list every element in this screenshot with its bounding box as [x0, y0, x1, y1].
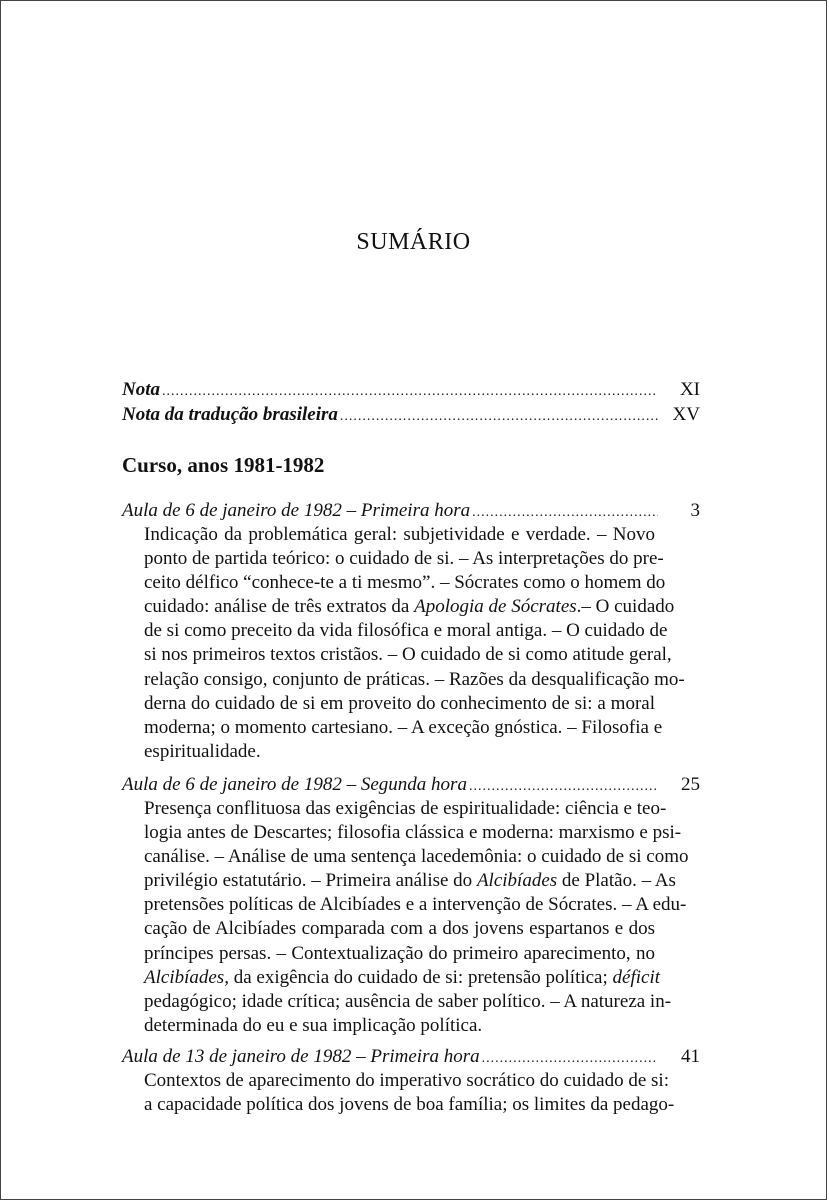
summary-line: cuidado: análise de três extratos da Apologia de Sócrates.– O cuidado: [144, 596, 675, 618]
summary-line: canálise. – Análise de uma sentença lacedemônia: o cuidado de si como: [144, 846, 689, 868]
summary-line: Presença conflituosa das exigências de espiritualidade: ciência e teo-: [144, 798, 667, 819]
summary-line: moderna; o momento cartesiano. – A exceção gnóstica. – Filosofia e: [144, 716, 663, 738]
lecture-summary: [144, 1069, 675, 1117]
summary-line: de si como preceito da vida filosófica e moral antiga. – O cuidado de: [144, 620, 668, 642]
summary-line: Alcibíades, da exigência do cuidado de si: pretensão política; déficit: [144, 966, 660, 988]
summary-line: determinada do eu e sua implicação política.: [144, 1014, 483, 1036]
page-title: SUMÁRIO: [356, 229, 471, 255]
summary-line: príncipes persas. – Contextualização do primeiro aparecimento, no: [144, 942, 655, 964]
toc-entry-label: Aula de 6 de janeiro de 1982 – Segunda hora: [122, 774, 467, 795]
summary-line: logia antes de Descartes; filosofia clássica e moderna: marxismo e psi-: [144, 822, 682, 844]
toc-page-number: 25: [681, 774, 700, 795]
lecture-summary: [144, 523, 685, 764]
leader-dots: [340, 404, 658, 430]
toc-entry-label: Aula de 6 de janeiro de 1982 – Primeira hora: [122, 500, 471, 521]
toc-entry-lecture-3[interactable]: [122, 1044, 700, 1072]
section-heading: Curso, anos 1981-1982: [122, 453, 325, 477]
toc-entry-label: Nota: [122, 379, 160, 400]
summary-line: pedagógico; idade crítica; ausência de saber político. – A natureza in-: [144, 990, 672, 1012]
lecture-summary: [144, 797, 689, 1038]
summary-line: si nos primeiros textos cristãos. – O cuidado de si como atitude geral,: [144, 644, 672, 666]
toc-page-number: 41: [681, 1046, 700, 1067]
summary-line: cação de Alcibíades comparada com a dos jovens espartanos e dos: [144, 918, 655, 940]
toc-entry-nota-traducao[interactable]: [122, 402, 700, 430]
summary-line: pretensões políticas de Alcibíades e a intervenção de Sócrates. – A edu-: [144, 894, 687, 916]
summary-line: privilégio estatutário. – Primeira análise do Alcibíades de Platão. – As: [144, 870, 676, 892]
toc-entry-nota[interactable]: [122, 377, 700, 405]
toc-page-number: 3: [690, 500, 700, 521]
toc-page-number: XV: [672, 404, 700, 425]
summary-line: ceito délfico “conhece-te a ti mesmo”. – Sócrates como o homem do: [144, 572, 666, 594]
summary-line: espiritualidade.: [144, 740, 261, 762]
toc-entry-lecture-1[interactable]: [122, 498, 700, 526]
toc-entry-lecture-2[interactable]: [122, 772, 700, 800]
summary-line: relação consigo, conjunto de práticas. – Razões da desqualificação mo-: [144, 668, 685, 690]
toc-page-number: XI: [679, 379, 700, 400]
summary-line: derna do cuidado de si em proveito do conhecimento de si: a moral: [144, 692, 655, 714]
toc-entry-label: Aula de 13 de janeiro de 1982 – Primeira hora: [122, 1046, 480, 1067]
summary-line: a capacidade política dos jovens de boa família; os limites da pedago-: [144, 1094, 675, 1116]
summary-line: ponto de partida teórico: o cuidado de si. – As interpretações do pre-: [144, 548, 664, 570]
summary-line: Indicação da problemática geral: subjetividade e verdade. – Novo: [144, 524, 655, 545]
toc-entry-label: Nota da tradução brasileira: [122, 404, 338, 425]
summary-line: Contextos de aparecimento do imperativo socrático do cuidado de si:: [144, 1070, 669, 1091]
